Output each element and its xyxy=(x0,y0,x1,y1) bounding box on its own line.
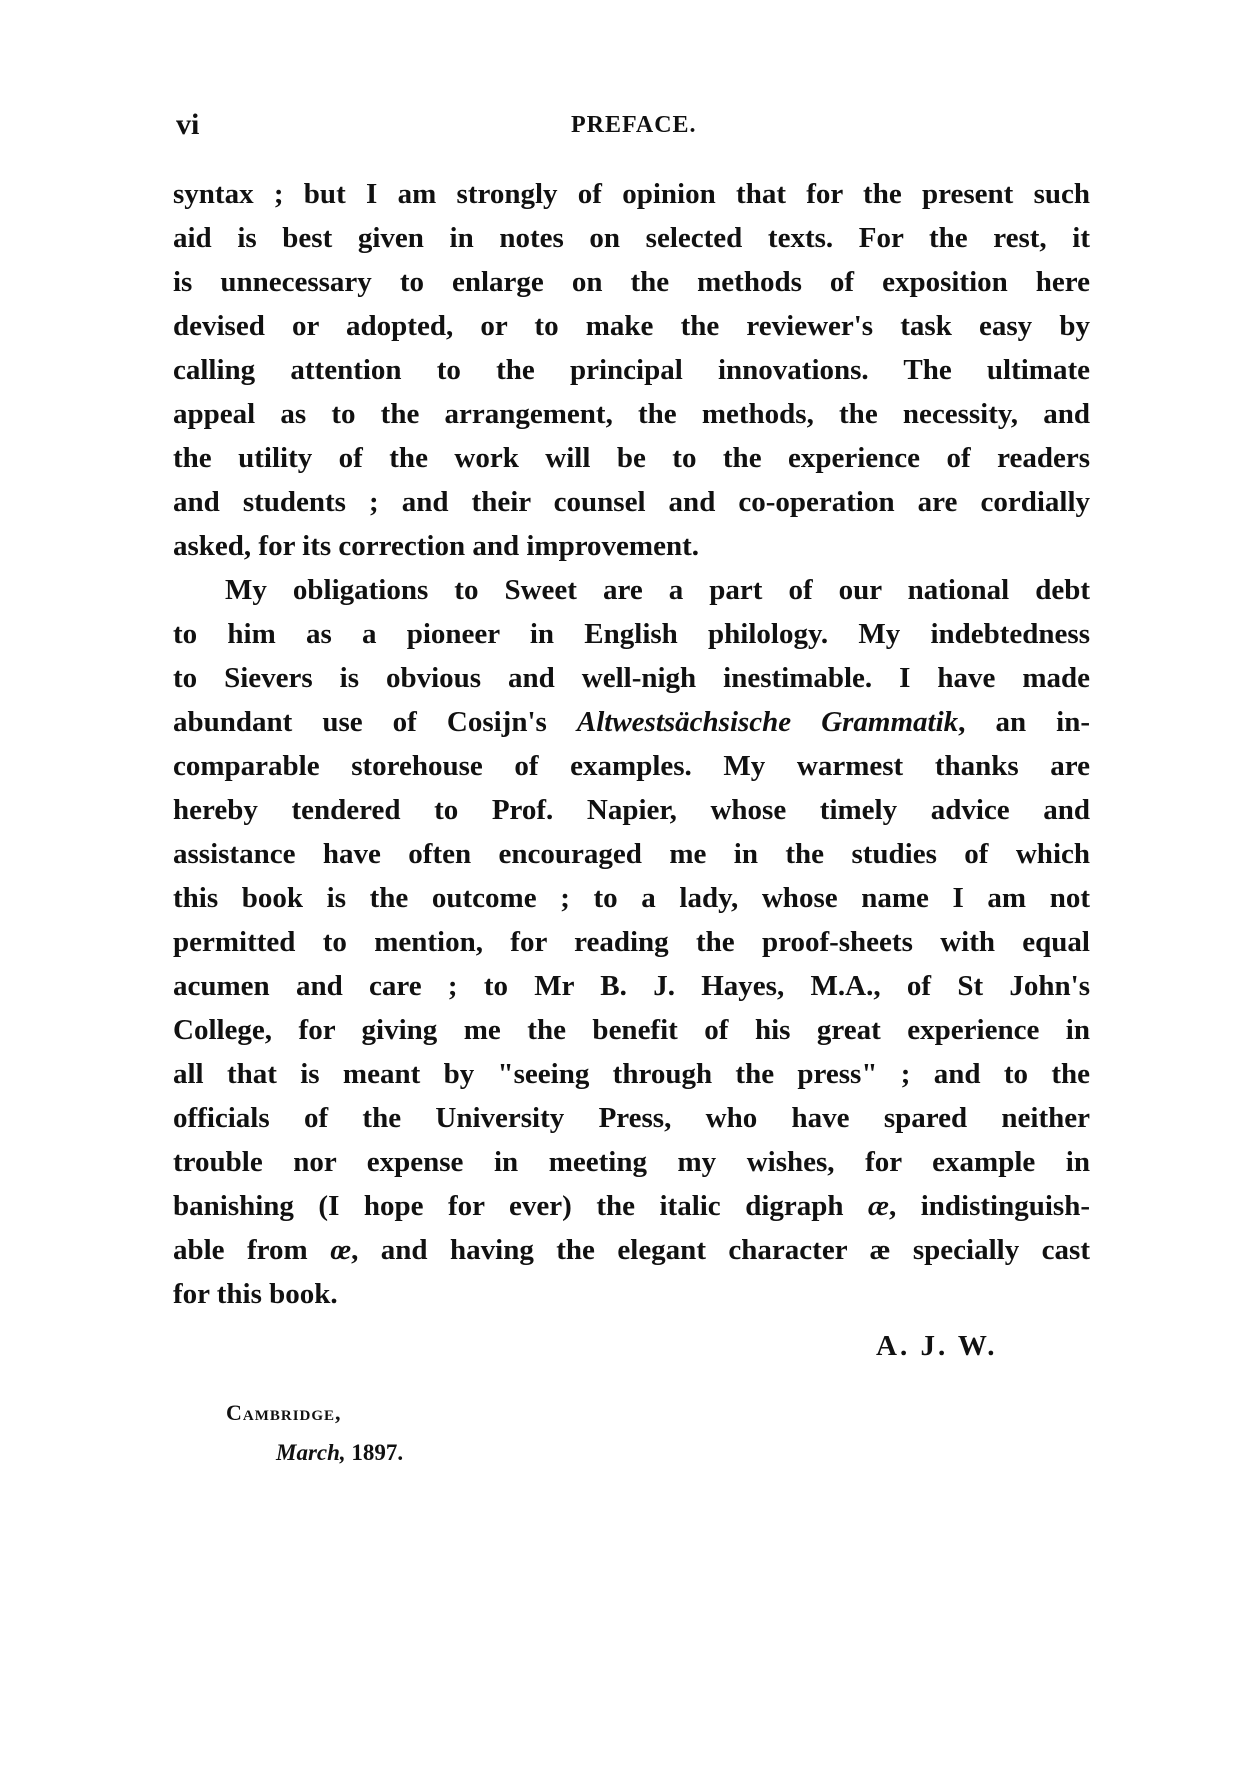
text-line: assistance have often encouraged me in the studies of which xyxy=(173,838,1090,870)
italic-digraph: œ xyxy=(330,1234,352,1266)
date-year: 1897. xyxy=(351,1440,404,1465)
text-line: appeal as to the arrangement, the methods, the necessity, and xyxy=(173,398,1090,430)
text-line xyxy=(173,700,1090,744)
text-line xyxy=(173,1228,1090,1272)
text-line xyxy=(173,1184,1090,1228)
date-line xyxy=(276,1440,403,1466)
italic-digraph: æ xyxy=(868,1190,889,1222)
text-line: to him as a pioneer in English philology. My indebtedness xyxy=(173,618,1090,650)
author-initials: A. J. W. xyxy=(876,1330,998,1362)
text-segment: , an in- xyxy=(958,706,1090,738)
text-line: all that is meant by "seeing through the press" ; and to the xyxy=(173,1058,1090,1090)
text-segment: able from xyxy=(173,1234,331,1266)
page-number: vi xyxy=(176,108,200,141)
text-line: calling attention to the principal innovations. The ultimate xyxy=(173,354,1090,386)
text-line: for this book. xyxy=(173,1278,338,1310)
text-line: this book is the outcome ; to a lady, whose name I am not xyxy=(173,882,1090,914)
text-segment: , indistinguish- xyxy=(888,1190,1091,1222)
text-segment: banishing (I hope for ever) the italic digraph xyxy=(173,1190,869,1222)
text-line: asked, for its correction and improvement. xyxy=(173,530,699,562)
text-segment: , and having the elegant character æ specially cast xyxy=(351,1234,1090,1266)
book-title-italic: Altwestsächsische Grammatik xyxy=(576,706,959,738)
place-line: Cambridge, xyxy=(226,1400,342,1425)
text-line: the utility of the work will be to the experience of readers xyxy=(173,442,1090,474)
text-line: devised or adopted, or to make the reviewer's task easy by xyxy=(173,310,1090,342)
running-title: PREFACE. xyxy=(571,112,697,138)
date-month: March, xyxy=(276,1440,346,1465)
running-head xyxy=(176,108,1091,148)
text-line: permitted to mention, for reading the proof-sheets with equal xyxy=(173,926,1090,958)
text-line: hereby tendered to Prof. Napier, whose timely advice and xyxy=(173,794,1090,826)
text-line: My obligations to Sweet are a part of our national debt xyxy=(225,574,1090,606)
text-line: and students ; and their counsel and co-operation are cordially xyxy=(173,486,1090,518)
text-line: comparable storehouse of examples. My warmest thanks are xyxy=(173,750,1090,782)
text-line: trouble nor expense in meeting my wishes, for example in xyxy=(173,1146,1090,1178)
text-line: acumen and care ; to Mr B. J. Hayes, M.A., of St John's xyxy=(173,970,1090,1002)
text-line: College, for giving me the benefit of his great experience in xyxy=(173,1014,1090,1046)
preface-body xyxy=(173,172,1090,1316)
text-line: is unnecessary to enlarge on the methods of exposition here xyxy=(173,266,1090,298)
text-line: to Sievers is obvious and well-nigh inestimable. I have made xyxy=(173,662,1090,694)
text-segment: abundant use of Cosijn's xyxy=(173,706,577,738)
text-line: aid is best given in notes on selected texts. For the rest, it xyxy=(173,222,1090,254)
text-line: syntax ; but I am strongly of opinion that for the present such xyxy=(173,178,1090,210)
text-line: officials of the University Press, who have spared neither xyxy=(173,1102,1090,1134)
